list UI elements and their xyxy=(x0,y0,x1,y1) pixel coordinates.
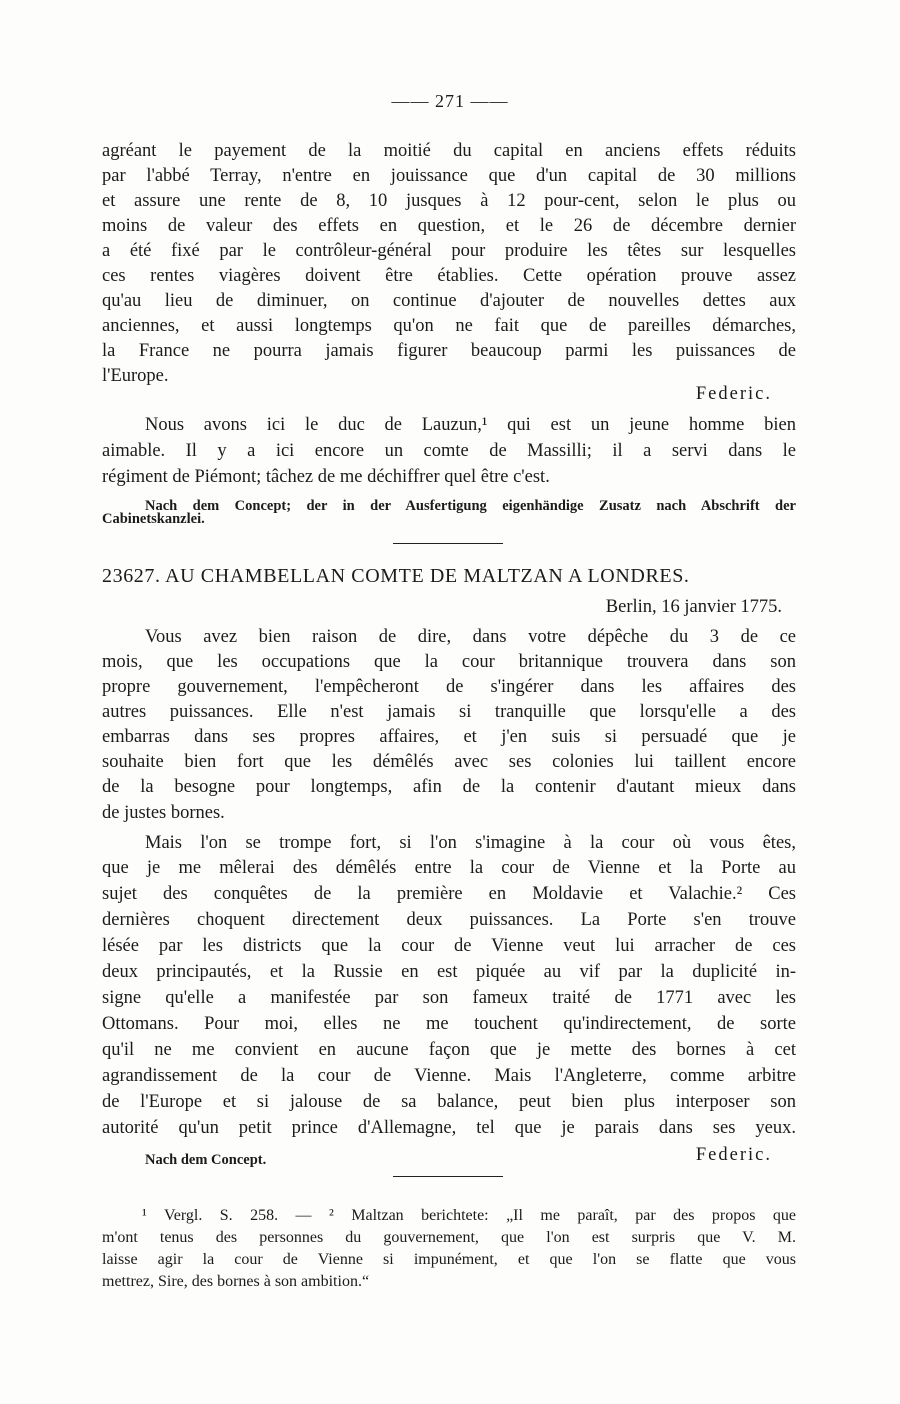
page-number: —— 271 —— xyxy=(391,91,509,111)
section-divider xyxy=(393,543,503,544)
text-line: ces rentes viagères doivent être établies. Cette opération prouve assez xyxy=(102,266,796,286)
text-line: moins de valeur des effets en question, et le 26 de décembre dernier xyxy=(102,216,796,236)
text-line: sujet des conquêtes de la première en Moldavie et Valachie.² Ces xyxy=(102,884,796,904)
text-line: de l'Europe et si jalouse de sa balance, peut bien plus interposer son xyxy=(102,1092,796,1112)
text-line: Mais l'on se trompe fort, si l'on s'imagine à la cour où vous êtes, xyxy=(145,833,796,853)
footnote-line: mettrez, Sire, des bornes à son ambition.“ xyxy=(102,1273,370,1290)
footnote-line: m'ont tenus des personnes du gouvernement, que l'on est surpris que V. M. xyxy=(102,1229,796,1246)
text-line: Nach dem Concept; der in der Ausfertigung eigenhändige Zusatz nach Abschrift der xyxy=(145,498,796,514)
text-line: la France ne pourra jamais figurer beaucoup parmi les puissances de xyxy=(102,341,796,361)
text-line: autorité qu'un petit prince d'Allemagne, tel que je parais dans ses yeux. xyxy=(102,1118,796,1138)
footnote-divider xyxy=(393,1176,503,1177)
text-line: Vous avez bien raison de dire, dans votre dépêche du 3 de ce xyxy=(145,627,796,647)
text-line: qu'il ne me convient en aucune façon que je mette des bornes à cet xyxy=(102,1040,796,1060)
letter-heading: 23627. AU CHAMBELLAN COMTE DE MALTZAN A LONDRES. xyxy=(102,565,690,587)
text-line: agréant le payement de la moitié du capital en anciens effets réduits xyxy=(102,141,796,161)
source-note: Nach dem Concept. xyxy=(145,1152,267,1168)
text-line: de justes bornes. xyxy=(102,803,225,823)
text-line: aimable. Il y a ici encore un comte de Massilli; il a servi dans le xyxy=(102,441,796,461)
text-line: autres puissances. Elle n'est jamais si tranquille que lorsqu'elle a des xyxy=(102,702,796,722)
text-line: souhaite bien fort que les démêlés avec ses colonies lui taillent encore xyxy=(102,752,796,772)
text-line: signe qu'elle a manifestée par son fameux traité de 1771 avec les xyxy=(102,988,796,1008)
text-line: agrandissement de la cour de Vienne. Mais l'Angleterre, comme arbitre xyxy=(102,1066,796,1086)
signature: Federic. xyxy=(695,1145,772,1165)
text-line: que je me mêlerai des démêlés entre la cour de Vienne et la Porte au xyxy=(102,858,796,878)
text-line: qu'au lieu de diminuer, on continue d'ajouter de nouvelles dettes aux xyxy=(102,291,796,311)
text-line: anciennes, et aussi longtemps qu'on ne fait que de pareilles démarches, xyxy=(102,316,796,336)
text-line: mois, que les occupations que la cour britannique trouvera dans son xyxy=(102,652,796,672)
text-line: l'Europe. xyxy=(102,366,169,386)
text-line: Nous avons ici le duc de Lauzun,¹ qui est un jeune homme bien xyxy=(145,415,796,435)
text-line: de la besogne pour longtemps, afin de la contenir d'autant mieux dans xyxy=(102,777,796,797)
text-line: et assure une rente de 8, 10 jusques à 12 pour-cent, selon le plus ou xyxy=(102,191,796,211)
text-line: par l'abbé Terray, n'entre en jouissance que d'un capital de 30 millions xyxy=(102,166,796,186)
footnote-line: laisse agir la cour de Vienne si impunément, et que l'on se flatte que vous xyxy=(102,1251,796,1268)
signature: Federic. xyxy=(695,384,772,404)
text-line: propre gouvernement, l'empêcheront de s'ingérer dans les affaires des xyxy=(102,677,796,697)
text-line: a été fixé par le contrôleur-général pour produire les têtes sur lesquelles xyxy=(102,241,796,261)
text-line: dernières choquent directement deux puissances. La Porte s'en trouve xyxy=(102,910,796,930)
text-line: Cabinetskanzlei. xyxy=(102,511,205,527)
text-line: lésée par les districts que la cour de Vienne veut lui arracher de ces xyxy=(102,936,796,956)
text-line: deux principautés, et la Russie en est piquée au vif par la duplicité in- xyxy=(102,962,796,982)
text-line: régiment de Piémont; tâchez de me déchiffrer quel être c'est. xyxy=(102,467,550,487)
footnote-line: ¹ Vergl. S. 258. — ² Maltzan berichtete: „Il me paraît, par des propos que xyxy=(142,1207,796,1224)
text-line: Ottomans. Pour moi, elles ne me touchent qu'indirectement, de sorte xyxy=(102,1014,796,1034)
text-line: embarras dans ses propres affaires, et j'en suis si persuadé que je xyxy=(102,727,796,747)
dateline: Berlin, 16 janvier 1775. xyxy=(605,597,782,617)
